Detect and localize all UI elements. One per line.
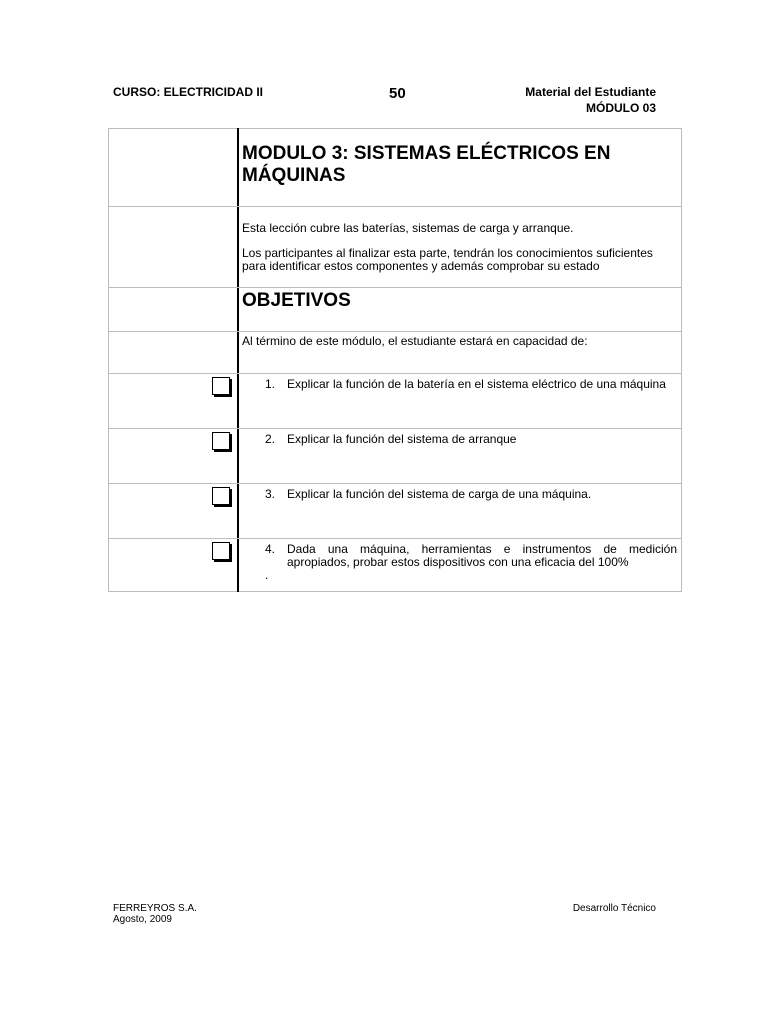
intro-p2: Los participantes al finalizar esta parte, tendrán los conocimientos suficientes para identificar estos componentes y además comprobar su estado — [242, 246, 653, 273]
objectives-lead: Al término de este módulo, el estudiante estará en capacidad de: — [242, 334, 588, 348]
table-row — [109, 483, 681, 538]
table-row — [109, 331, 681, 373]
objectives-title: OBJETIVOS — [242, 290, 351, 311]
page-number: 50 — [389, 85, 406, 102]
intro-p1: Esta lección cubre las baterías, sistemas de carga y arranque. — [242, 221, 574, 235]
module-title: MODULO 3: SISTEMAS ELÉCTRICOS EN MÁQUINAS — [242, 143, 611, 186]
checkbox-objective-2[interactable] — [212, 432, 230, 450]
checkbox-objective-4[interactable] — [212, 542, 230, 560]
table-row — [109, 287, 681, 331]
table-row — [109, 206, 681, 287]
objective-item-4: 4. Dada una máquina, herramientas e instrumentos de medición apropiados, probar estos dispositivos con una eficacia del 100% . — [265, 542, 677, 582]
footer-date: Agosto, 2009 — [113, 914, 172, 925]
footer-department: Desarrollo Técnico — [572, 903, 656, 914]
footer-left — [113, 903, 197, 925]
checkbox-objective-3[interactable] — [212, 487, 230, 505]
module-table — [108, 128, 682, 592]
table-row — [109, 538, 681, 592]
course-title: CURSO: ELECTRICIDAD II — [113, 85, 263, 99]
objective-item-1: 1. Explicar la función de la batería en el sistema eléctrico de una máquina — [265, 377, 666, 391]
material-label: Material del Estudiante — [525, 85, 656, 99]
objective-item-2: 2. Explicar la función del sistema de arranque — [265, 432, 517, 446]
objective-item-3: 3. Explicar la función del sistema de carga de una máquina. — [265, 487, 592, 501]
footer-company: FERREYROS S.A. — [113, 903, 197, 914]
table-row — [109, 373, 681, 428]
checkbox-objective-1[interactable] — [212, 377, 230, 395]
module-label: MÓDULO 03 — [585, 101, 656, 115]
table-row — [109, 428, 681, 483]
table-row — [109, 129, 681, 206]
